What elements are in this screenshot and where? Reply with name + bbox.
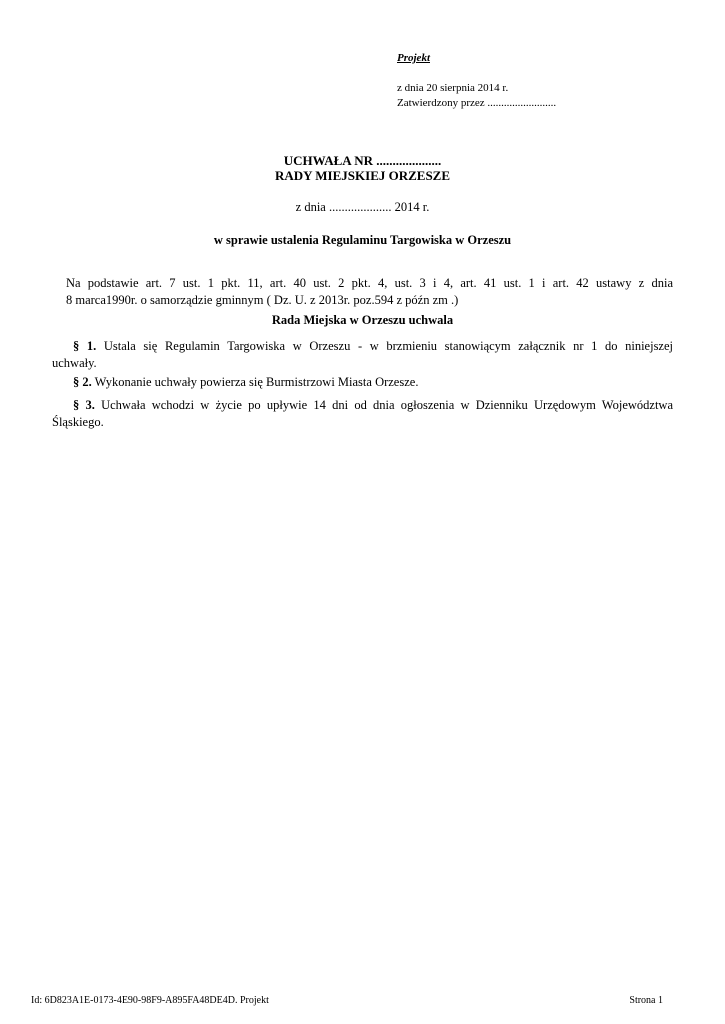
council-name: RADY MIEJSKIEJ ORZESZE <box>274 168 451 183</box>
paragraph-2-text: Wykonanie uchwały powierza się Burmistrzowi Miasta Orzesze. <box>91 375 419 389</box>
paragraph-1 <box>52 338 673 372</box>
council-resolves-heading: Rada Miejska w Orzeszu uchwala <box>271 313 454 327</box>
footer-document-id: Id: 6D823A1E-0173-4E90-98F9-A895FA48DE4D. Projekt <box>31 995 269 1006</box>
paragraph-2-number: § 2. <box>73 375 92 389</box>
paragraph-3-line-1 <box>52 397 673 414</box>
paragraph-1-line-1 <box>52 338 673 355</box>
header-date: z dnia 20 sierpnia 2014 r. <box>397 82 509 94</box>
legal-basis-line-2: 8 marca1990r. o samorządzie gminnym ( Dz. U. z 2013r. poz.594 z późn zm .) <box>66 293 459 307</box>
paragraph-3 <box>52 397 673 431</box>
legal-basis <box>52 275 673 309</box>
resolution-subject: w sprawie ustalenia Regulaminu Targowiska w Orzeszu <box>213 233 512 247</box>
paragraph-3-line-2: Śląskiego. <box>52 415 104 429</box>
paragraph-2 <box>52 374 673 391</box>
footer-page-number: Strona 1 <box>629 995 663 1006</box>
resolution-date: z dnia .................... 2014 r. <box>295 200 430 214</box>
paragraph-1-text: Ustala się Regulamin Targowiska w Orzeszu - w brzmieniu stanowiącym załącznik nr 1 do niniejszej <box>96 339 673 353</box>
paragraph-3-text: Uchwała wchodzi w życie po upływie 14 dni od dnia ogłoszenia w Dzienniku Urzędowym Województwa <box>94 398 674 412</box>
paragraph-3-number: § 3. <box>73 398 95 412</box>
header-approved-by: Zatwierdzony przez ......................... <box>397 97 557 109</box>
paragraph-1-number: § 1. <box>73 339 97 353</box>
draft-label: Projekt <box>397 52 430 64</box>
legal-basis-line-1: Na podstawie art. 7 ust. 1 pkt. 11, art. 40 ust. 2 pkt. 4, ust. 3 i 4, art. 41 ust. 1 i art. 42 ustawy z dnia <box>66 276 673 290</box>
resolution-number: UCHWAŁA NR .................... <box>283 153 442 168</box>
paragraph-1-line-2: uchwały. <box>52 356 97 370</box>
